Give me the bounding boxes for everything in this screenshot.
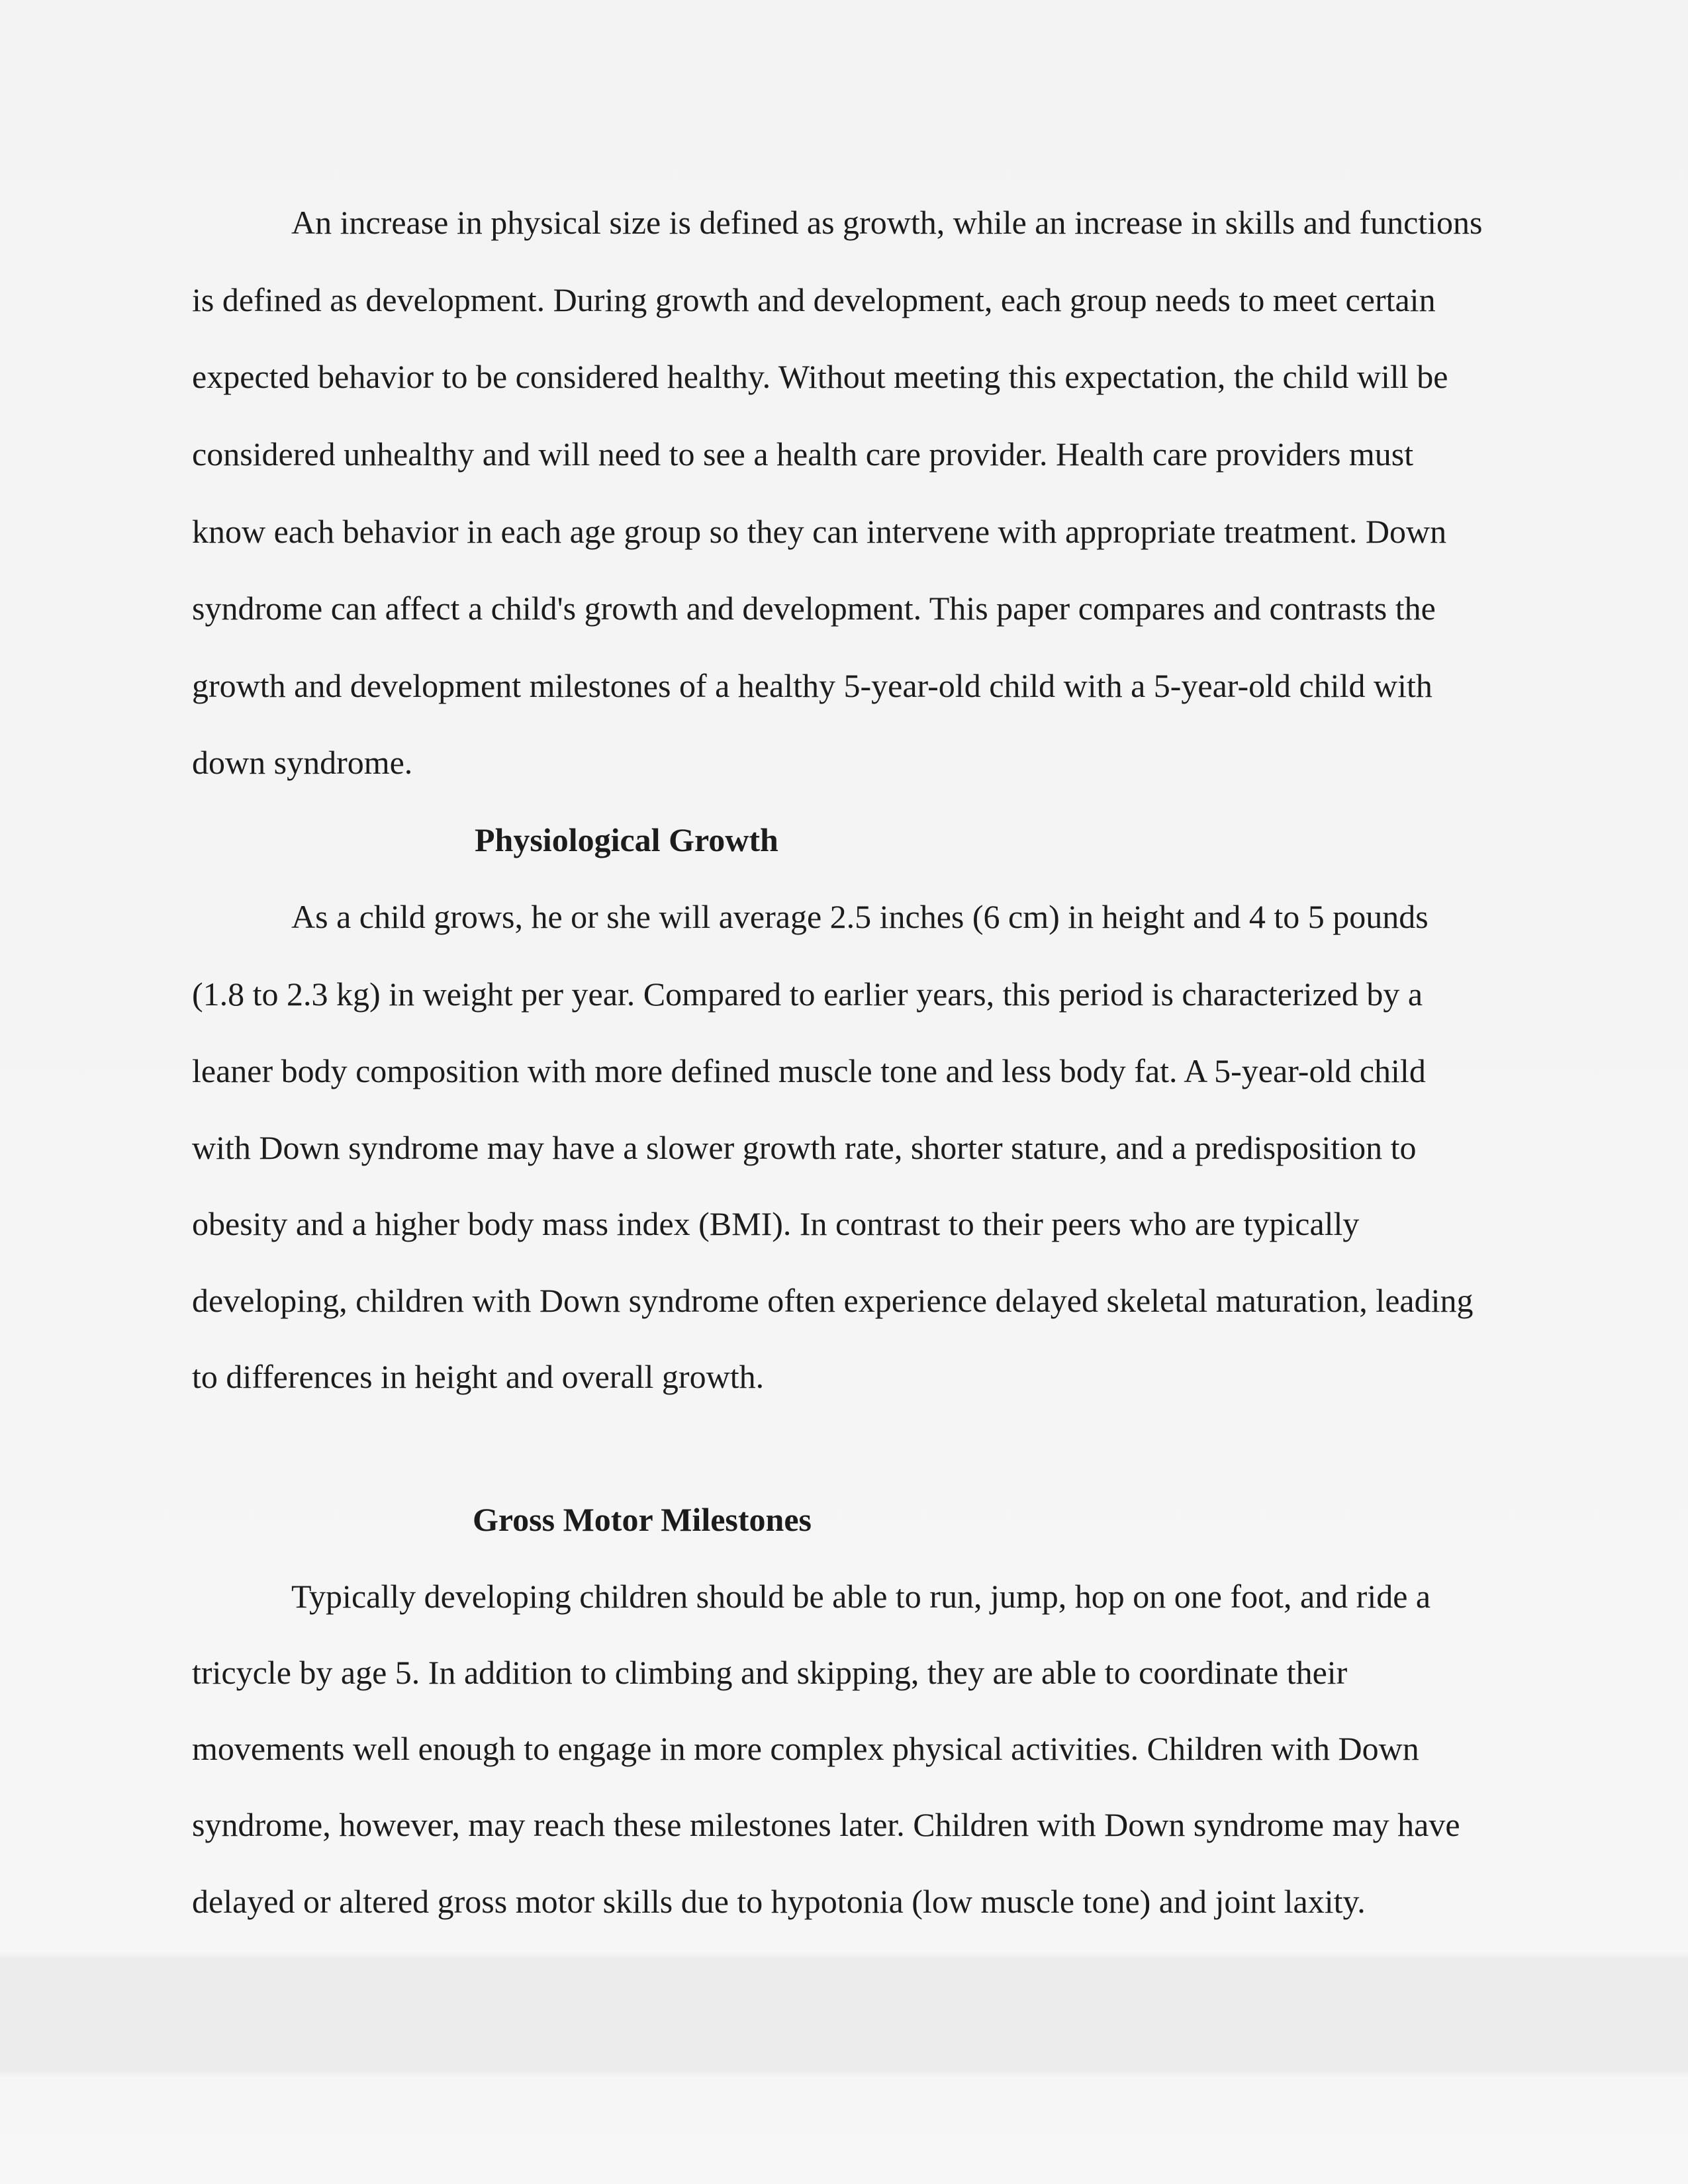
heading-gross-motor-milestones: Gross Motor Milestones: [473, 1501, 812, 1538]
physiological-line-1: As a child grows, he or she will average 2.5 inches (6 cm) in height and 4 to 5 pounds: [291, 898, 1429, 935]
intro-line-5: know each behavior in each age group so they can intervene with appropriate treatment. Down: [192, 513, 1447, 550]
intro-line-8: down syndrome.: [192, 744, 413, 781]
gross-motor-line-1: Typically developing children should be able to run, jump, hop on one foot, and ride a: [291, 1578, 1431, 1615]
intro-line-6: syndrome can affect a child's growth and development. This paper compares and contrasts the: [192, 590, 1436, 627]
intro-line-3: expected behavior to be considered healthy. Without meeting this expectation, the child will be: [192, 358, 1448, 395]
physiological-line-6: developing, children with Down syndrome often experience delayed skeletal maturation, leading: [192, 1282, 1474, 1319]
gross-motor-line-3: movements well enough to engage in more complex physical activities. Children with Down: [192, 1730, 1419, 1767]
intro-line-7: growth and development milestones of a healthy 5-year-old child with a 5-year-old child with: [192, 667, 1432, 704]
physiological-line-7: to differences in height and overall growth.: [192, 1358, 765, 1395]
intro-line-2: is defined as development. During growth and development, each group needs to meet certain: [192, 281, 1436, 318]
gross-motor-line-2: tricycle by age 5. In addition to climbing and skipping, they are able to coordinate their: [192, 1654, 1348, 1691]
physiological-line-2: (1.8 to 2.3 kg) in weight per year. Compared to earlier years, this period is characterized by a: [192, 976, 1423, 1013]
gross-motor-line-4: syndrome, however, may reach these milestones later. Children with Down syndrome may have: [192, 1806, 1460, 1843]
physiological-line-4: with Down syndrome may have a slower growth rate, shorter stature, and a predisposition to: [192, 1129, 1417, 1166]
physiological-line-5: obesity and a higher body mass index (BMI). In contrast to their peers who are typically: [192, 1205, 1360, 1242]
intro-line-4: considered unhealthy and will need to see a health care provider. Health care providers must: [192, 435, 1414, 473]
heading-physiological-growth: Physiological Growth: [475, 821, 778, 858]
intro-line-1: An increase in physical size is defined as growth, while an increase in skills and functions: [291, 204, 1483, 241]
gross-motor-line-5: delayed or altered gross motor skills due to hypotonia (low muscle tone) and joint laxity.: [192, 1883, 1366, 1920]
physiological-line-3: leaner body composition with more defined muscle tone and less body fat. A 5-year-old child: [192, 1052, 1426, 1089]
